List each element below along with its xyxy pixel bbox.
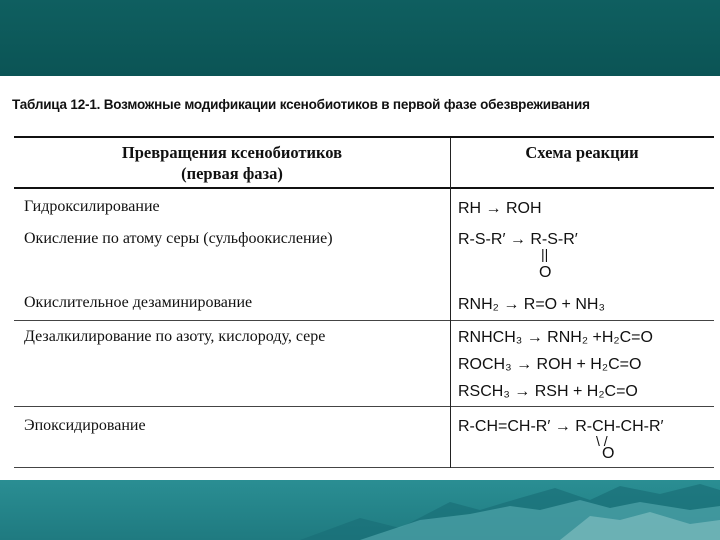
row-name: Эпоксидирование xyxy=(24,417,146,434)
decorative-footer xyxy=(0,480,720,540)
title-bar xyxy=(0,0,720,76)
row-name: Гидроксилирование xyxy=(24,198,160,215)
header-rule xyxy=(14,187,714,189)
epoxide-oxygen: O xyxy=(602,445,615,462)
reaction: R-S-R′ → R-S-R′ xyxy=(458,231,578,248)
reaction: RSCH₃ → RSH + H₂C=O xyxy=(458,383,638,400)
reaction: RNH₂ → R=O + NH₃ xyxy=(458,296,605,313)
row-divider xyxy=(14,320,714,321)
header-col2: Схема реакции xyxy=(525,143,639,162)
header-col1 xyxy=(14,142,450,184)
row-name: Дезалкилирование по азоту, кислороду, сере xyxy=(24,328,326,345)
row-name: Окисление по атому серы (сульфоокисление) xyxy=(24,230,333,247)
reaction: RH → ROH xyxy=(458,200,542,217)
row-divider xyxy=(14,406,714,407)
reaction: R-CH=CH-R′ → R-CH-CH-R′ xyxy=(458,418,664,435)
row-name: Окислительное дезаминирование xyxy=(24,294,253,311)
reaction-oxygen: O xyxy=(539,264,552,281)
table-bottom-rule xyxy=(14,467,714,468)
reaction: RNHCH₃ → RNH₂ +H₂C=O xyxy=(458,329,653,346)
xenobiotics-table xyxy=(14,132,714,470)
table-top-rule xyxy=(14,136,714,138)
column-divider xyxy=(450,138,451,468)
table-caption: Таблица 12-1. Возможные модификации ксенобиотиков в первой фазе обезвреживания xyxy=(12,97,590,112)
header-col1-line1: Превращения ксенобиотиков xyxy=(121,143,343,162)
reaction: ROCH₃ → ROH + H₂C=O xyxy=(458,356,642,373)
mountain-image xyxy=(0,480,720,540)
reaction-bond: || xyxy=(541,246,549,262)
epoxide-bonds: \ / xyxy=(596,433,608,449)
header-col1-line2: (первая фаза) xyxy=(181,164,283,183)
